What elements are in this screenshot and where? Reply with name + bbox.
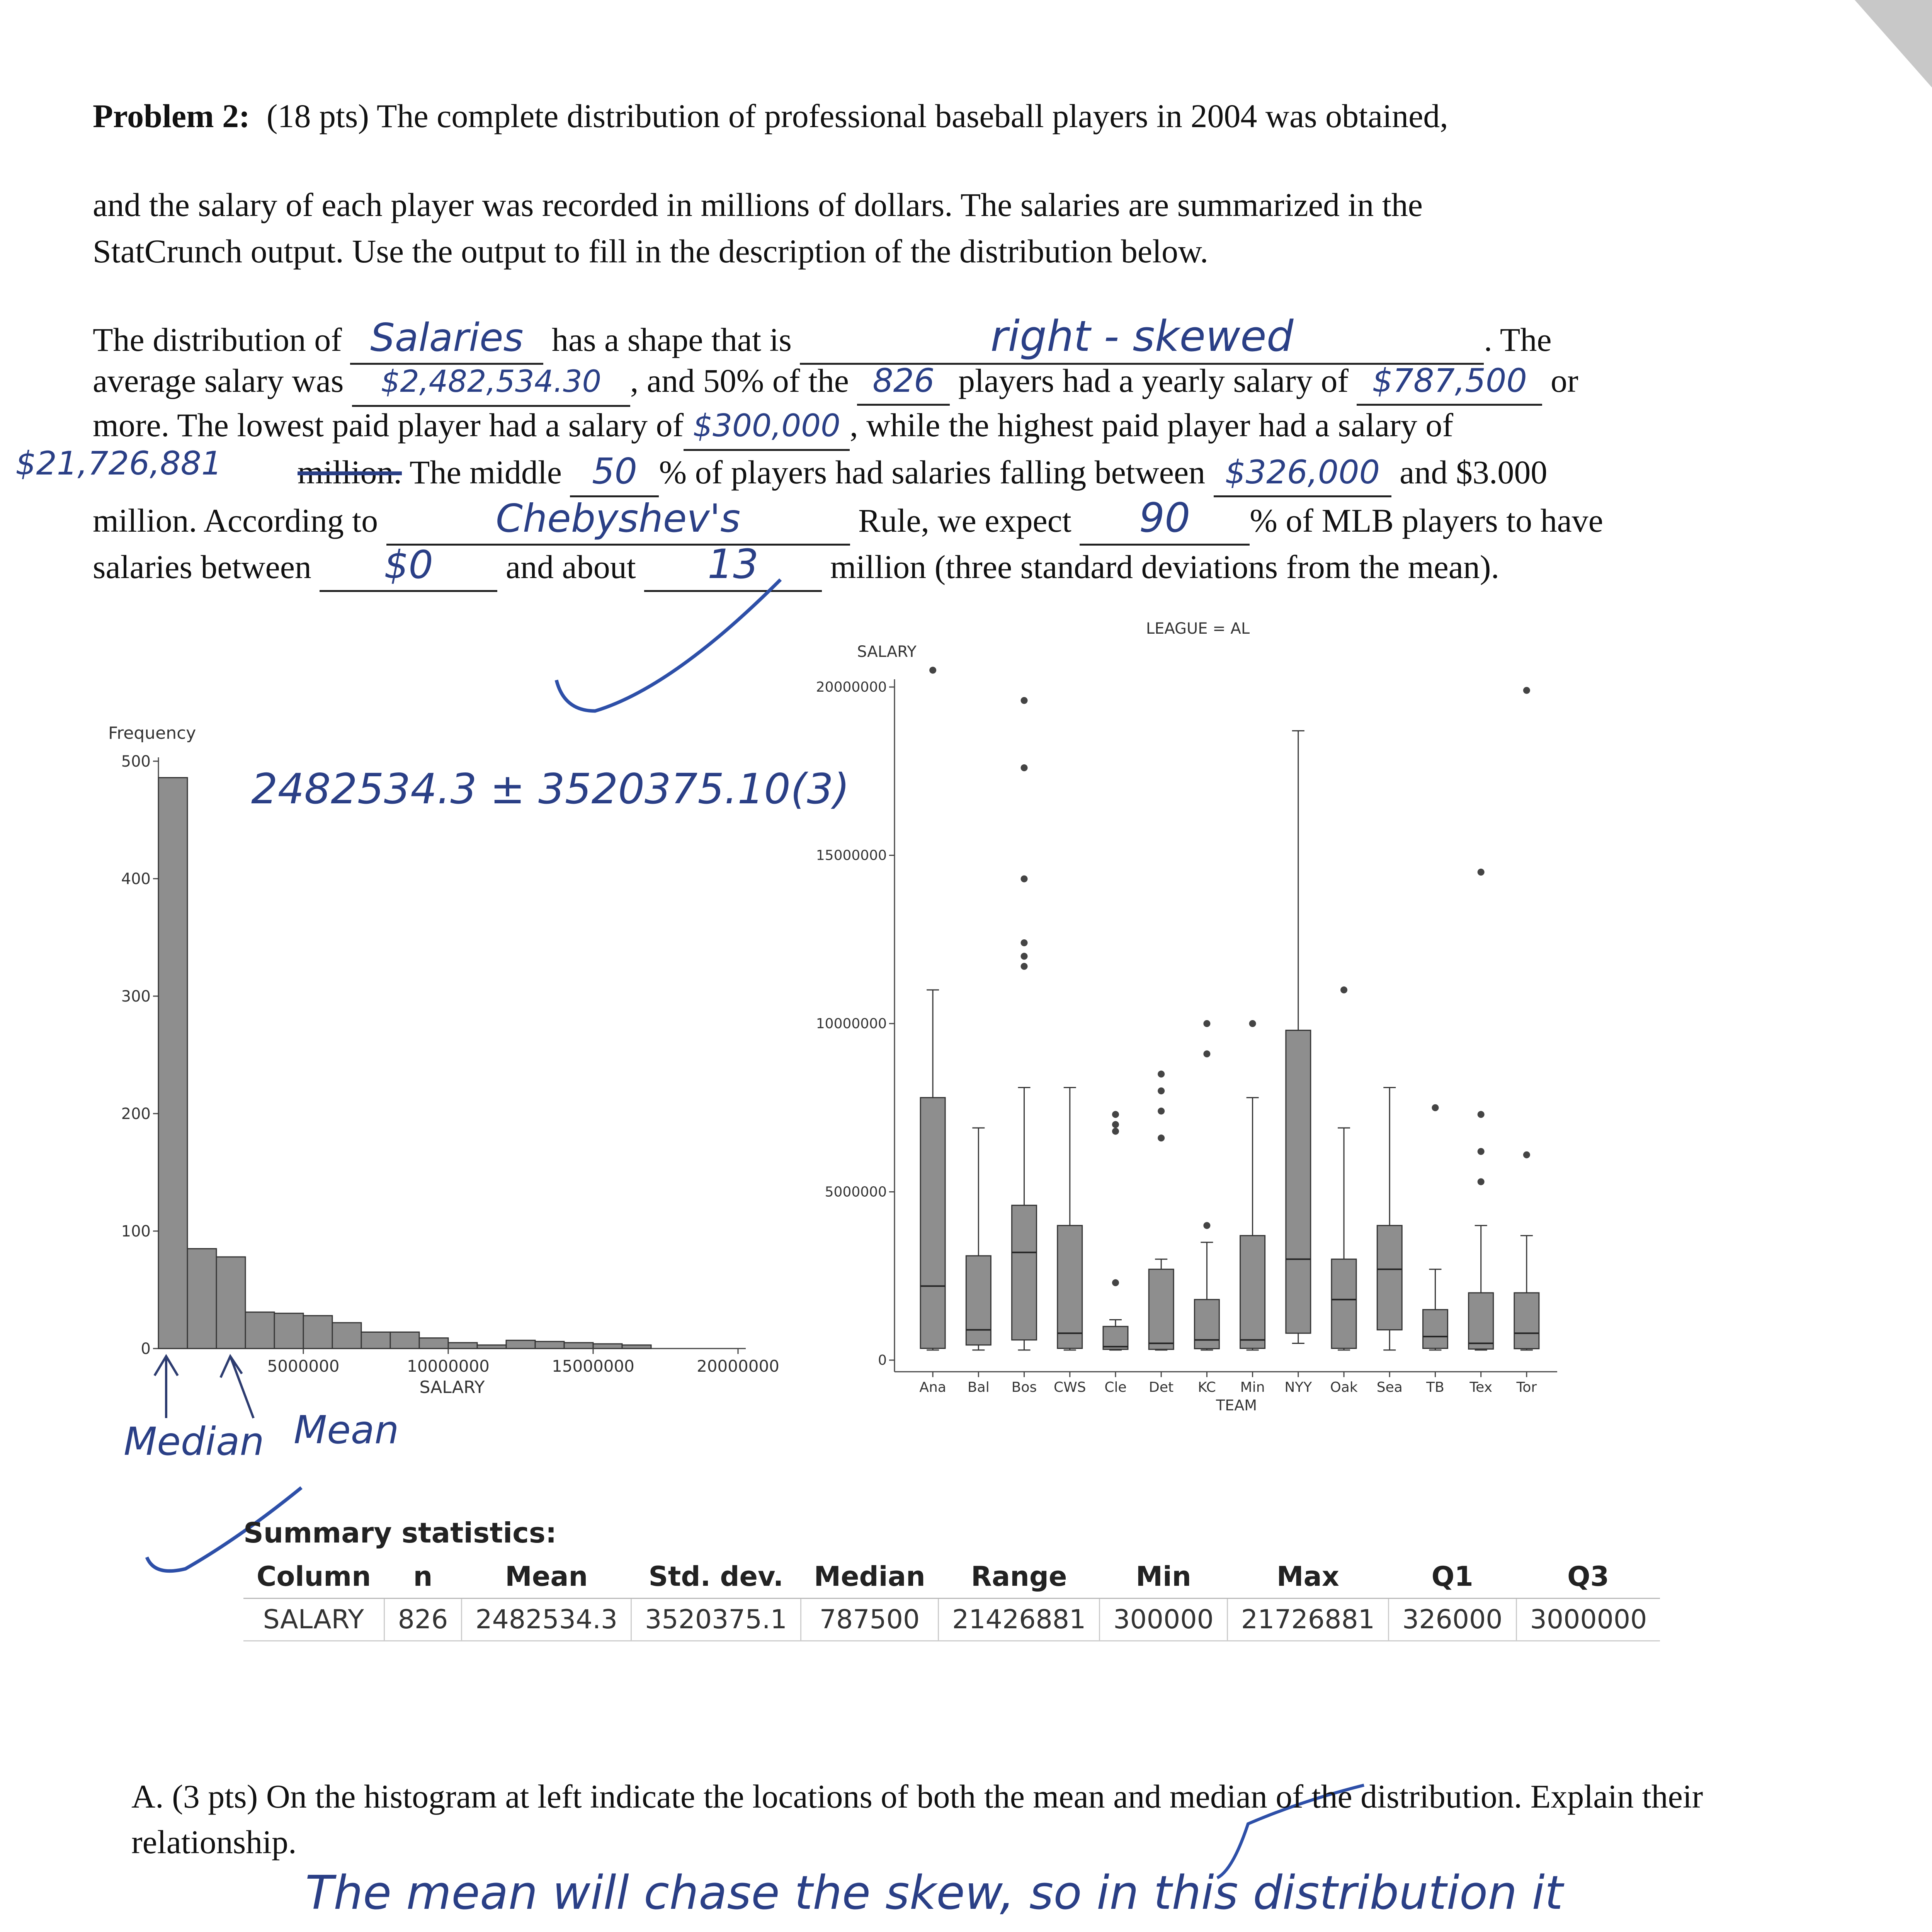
mean-label: Mean <box>294 1407 399 1452</box>
histogram-bar <box>245 1312 274 1349</box>
histogram-y-tick-label: 200 <box>121 1105 151 1123</box>
table-cell: 21426881 <box>939 1599 1100 1641</box>
problem-heading: Problem 2: <box>93 97 250 134</box>
fill-text: , while the highest paid player had a salary of <box>850 406 1453 444</box>
boxplot-outlier <box>1112 1121 1119 1128</box>
histogram-bar <box>593 1344 622 1349</box>
fill-line-5 <box>93 495 1839 546</box>
blank-pct <box>1080 495 1250 546</box>
answer-median: $787,500 <box>1372 362 1527 400</box>
problem-line-1 <box>93 93 1839 139</box>
col-header: Range <box>939 1555 1100 1599</box>
boxplot-box <box>920 1098 945 1349</box>
boxplot-outlier <box>1112 1279 1119 1286</box>
boxplot-box <box>1058 1226 1082 1349</box>
fill-text: , and 50% of the <box>630 362 849 399</box>
boxplot-team-label: Det <box>1149 1379 1174 1395</box>
boxplot-outlier <box>1478 1178 1485 1185</box>
col-header: Column <box>243 1555 384 1599</box>
answer-high: 13 <box>707 541 759 588</box>
boxplot-outlier <box>1158 1107 1165 1114</box>
fill-line-2 <box>93 357 1839 407</box>
table-cell: 300000 <box>1100 1599 1228 1641</box>
boxplot-outlier <box>1249 1020 1256 1027</box>
problem-points: (18 pts) <box>266 97 369 134</box>
answer-shape: right - skewed <box>990 311 1294 361</box>
boxplot-y-tick-label: 0 <box>878 1352 887 1368</box>
boxplot-outlier <box>1021 939 1028 946</box>
histogram-x-label: SALARY <box>419 1378 485 1397</box>
blank-n <box>857 357 950 406</box>
boxplot-outlier <box>1340 986 1347 993</box>
median-label: Median <box>124 1419 264 1464</box>
problem-line-3: StatCrunch output. Use the output to fill in the description of the distribution below. <box>93 233 1209 270</box>
fill-text: million. According to <box>93 502 378 539</box>
boxplot-x-label: TEAM <box>1216 1397 1257 1414</box>
table-cell: SALARY <box>243 1599 384 1641</box>
boxplot-team-label: Bos <box>1011 1379 1037 1395</box>
histogram-chart <box>0 696 796 1464</box>
boxplot-y-tick-label: 20000000 <box>816 679 887 695</box>
boxplot-outlier <box>1203 1050 1210 1057</box>
col-header: Q3 <box>1516 1555 1660 1599</box>
boxplot-box <box>1377 1226 1402 1330</box>
boxplot-outlier <box>1523 1151 1530 1158</box>
boxplot-team-label: Sea <box>1376 1379 1403 1395</box>
boxplot-team-label: CWS <box>1053 1379 1086 1395</box>
histogram-bar <box>332 1323 361 1349</box>
histogram-y-tick-label: 300 <box>121 988 151 1005</box>
problem-line-1-text: The complete distribution of professional baseball players in 2004 was obtained, <box>376 97 1448 134</box>
page-corner-fold <box>1855 0 1932 131</box>
fill-line-4 <box>298 448 1843 497</box>
answer-max: $21,726,881 <box>15 444 222 482</box>
fill-text: players had a yearly salary of <box>958 362 1349 399</box>
table-cell: 3000000 <box>1516 1599 1660 1641</box>
check-mark-top <box>549 572 788 726</box>
boxplot-box <box>1332 1259 1356 1349</box>
histogram-y-tick-label: 100 <box>121 1223 151 1240</box>
histogram-x-tick-label: 10000000 <box>407 1357 490 1376</box>
boxplot-y-label: SALARY <box>857 643 917 661</box>
histogram-bar <box>419 1338 448 1349</box>
boxplot-outlier <box>1021 697 1028 704</box>
answer-rule: Chebyshev's <box>496 496 741 541</box>
answer-variable: Salaries <box>370 315 524 360</box>
histogram-bar <box>158 778 187 1349</box>
col-header: n <box>384 1555 462 1599</box>
col-header: Min <box>1100 1555 1228 1599</box>
boxplot-team-label: Bal <box>967 1379 990 1395</box>
table-cell: 21726881 <box>1227 1599 1388 1641</box>
boxplot-team-label: Min <box>1240 1379 1265 1395</box>
answer-middle-pct: 50 <box>592 451 638 492</box>
answer-low: $0 <box>384 542 434 587</box>
col-header: Max <box>1227 1555 1388 1599</box>
fill-text: or <box>1550 362 1578 399</box>
boxplot-outlier <box>1158 1071 1165 1078</box>
boxplot-outlier <box>1203 1222 1210 1229</box>
boxplot-y-tick-label: 10000000 <box>816 1016 887 1032</box>
fill-text: The distribution of <box>93 321 342 358</box>
boxplot-team-label: Tex <box>1469 1379 1493 1395</box>
boxplot-outlier <box>1112 1111 1119 1118</box>
histogram-bar <box>535 1342 564 1349</box>
boxplot-outlier <box>1432 1104 1439 1111</box>
histogram-x-tick-label: 20000000 <box>697 1357 779 1376</box>
histogram-bar <box>622 1345 651 1349</box>
boxplot-box <box>1423 1310 1447 1348</box>
histogram-bar <box>361 1332 390 1349</box>
histogram-bar <box>274 1313 303 1349</box>
histogram-bar <box>216 1257 245 1349</box>
boxplot-outlier <box>1523 687 1530 694</box>
table-row <box>243 1599 1660 1641</box>
blank-min <box>684 402 850 451</box>
boxplot-outlier <box>1478 1148 1485 1155</box>
answer-pct: 90 <box>1139 494 1190 541</box>
fill-text: Rule, we expect <box>858 502 1071 539</box>
boxplot-team-label: Tor <box>1516 1379 1537 1395</box>
histogram-bar <box>448 1343 477 1349</box>
histogram-x-tick-label: 15000000 <box>552 1357 634 1376</box>
table-cell: 3520375.1 <box>631 1599 801 1641</box>
answer-mean: $2,482,534.30 <box>381 364 602 399</box>
boxplot-box <box>1194 1299 1219 1349</box>
answer-calc: 2482534.3 ± 3520375.10(3) <box>251 765 850 813</box>
boxplot-box <box>966 1256 991 1345</box>
boxplot-outlier <box>1021 764 1028 771</box>
summary-header-row <box>243 1555 1660 1599</box>
col-header: Std. dev. <box>631 1555 801 1599</box>
blank-shape <box>800 313 1484 365</box>
table-cell: 326000 <box>1388 1599 1516 1641</box>
col-header: Mean <box>462 1555 631 1599</box>
histogram-y-tick-label: 0 <box>141 1340 151 1358</box>
boxplot-team-label: Cle <box>1104 1379 1127 1395</box>
struck-text: million. <box>298 454 402 491</box>
answer-q1: $326,000 <box>1225 453 1380 491</box>
boxplot-chart <box>773 603 1584 1430</box>
fill-text: average salary was <box>93 362 344 399</box>
blank-rule <box>386 495 850 546</box>
fill-text: . The <box>1484 321 1552 358</box>
boxplot-outlier <box>929 667 936 673</box>
fill-line-1 <box>93 313 1839 365</box>
fill-line-6 <box>93 541 1839 592</box>
answer-a-line-1: The mean will chase the skew, so in this distribution it <box>305 1866 1563 1920</box>
histogram-bar <box>187 1249 216 1349</box>
boxplot-team-label: Oak <box>1330 1379 1358 1395</box>
boxplot-y-tick-label: 5000000 <box>825 1184 887 1200</box>
fill-line-3 <box>93 402 1839 451</box>
fill-text: more. The lowest paid player had a salary of <box>93 406 684 444</box>
table-cell: 826 <box>384 1599 462 1641</box>
boxplot-team-label: TB <box>1426 1379 1444 1395</box>
table-cell: 2482534.3 <box>462 1599 631 1641</box>
histogram-y-tick-label: 400 <box>121 870 151 888</box>
answer-min: $300,000 <box>693 408 841 444</box>
boxplot-box <box>1240 1236 1265 1349</box>
blank-median <box>1357 357 1542 406</box>
boxplot-box <box>1514 1293 1539 1349</box>
blank-q1 <box>1214 449 1391 497</box>
fill-text: million (three standard deviations from the mean). <box>830 548 1500 585</box>
boxplot-outlier <box>1478 869 1485 876</box>
histogram-bar <box>390 1332 419 1349</box>
boxplot-team-label: KC <box>1198 1379 1216 1395</box>
answer-n: 826 <box>872 362 935 400</box>
boxplot-outlier <box>1158 1087 1165 1094</box>
fill-text: and $3.000 <box>1400 454 1548 491</box>
fill-text: The middle <box>409 454 562 491</box>
boxplot-outlier <box>1158 1134 1165 1141</box>
histogram-x-tick-label: 5000000 <box>267 1357 340 1376</box>
boxplot-outlier <box>1021 963 1028 970</box>
boxplot-box <box>1469 1293 1493 1349</box>
fill-text: salaries between <box>93 548 311 585</box>
histogram-bar <box>506 1340 535 1349</box>
blank-mean <box>352 357 630 407</box>
boxplot-team-label: NYY <box>1284 1379 1312 1395</box>
summary-title: Summary statistics: <box>243 1517 557 1549</box>
col-header: Median <box>801 1555 938 1599</box>
mean-arrow <box>221 1356 253 1418</box>
boxplot-y-tick-label: 15000000 <box>816 847 887 864</box>
boxplot-outlier <box>1021 953 1028 960</box>
table-cell: 787500 <box>801 1599 938 1641</box>
blank-low <box>320 542 497 592</box>
histogram-y-label: Frequency <box>108 723 196 743</box>
boxplot-title: LEAGUE = AL <box>1146 620 1250 638</box>
question-a: A. (3 pts) On the histogram at left indicate the locations of both the mean and median of the distribution. Explain their relationship. <box>131 1778 1703 1861</box>
summary-table <box>243 1555 1660 1641</box>
blank-middle-pct <box>570 448 659 497</box>
boxplot-box <box>1286 1030 1311 1333</box>
problem-line-2: and the salary of each player was recorded in millions of dollars. The salaries are summarized in the <box>93 186 1423 223</box>
boxplot-outlier <box>1021 875 1028 882</box>
histogram-y-tick-label: 500 <box>121 753 151 770</box>
fill-text: % of MLB players to have <box>1250 502 1603 539</box>
boxplot-team-label: Ana <box>919 1379 946 1395</box>
boxplot-box <box>1012 1205 1037 1340</box>
boxplot-outlier <box>1478 1111 1485 1118</box>
fill-text: % of players had salaries falling between <box>659 454 1206 491</box>
histogram-bar <box>303 1316 332 1349</box>
median-arrow <box>155 1356 178 1418</box>
boxplot-outlier <box>1112 1128 1119 1135</box>
fill-text: has a shape that is <box>551 321 792 358</box>
histogram-bar <box>477 1345 506 1349</box>
boxplot-box <box>1149 1269 1173 1349</box>
col-header: Q1 <box>1388 1555 1516 1599</box>
fill-text: and about <box>505 548 636 585</box>
boxplot-outlier <box>1203 1020 1210 1027</box>
histogram-bar <box>564 1343 593 1349</box>
